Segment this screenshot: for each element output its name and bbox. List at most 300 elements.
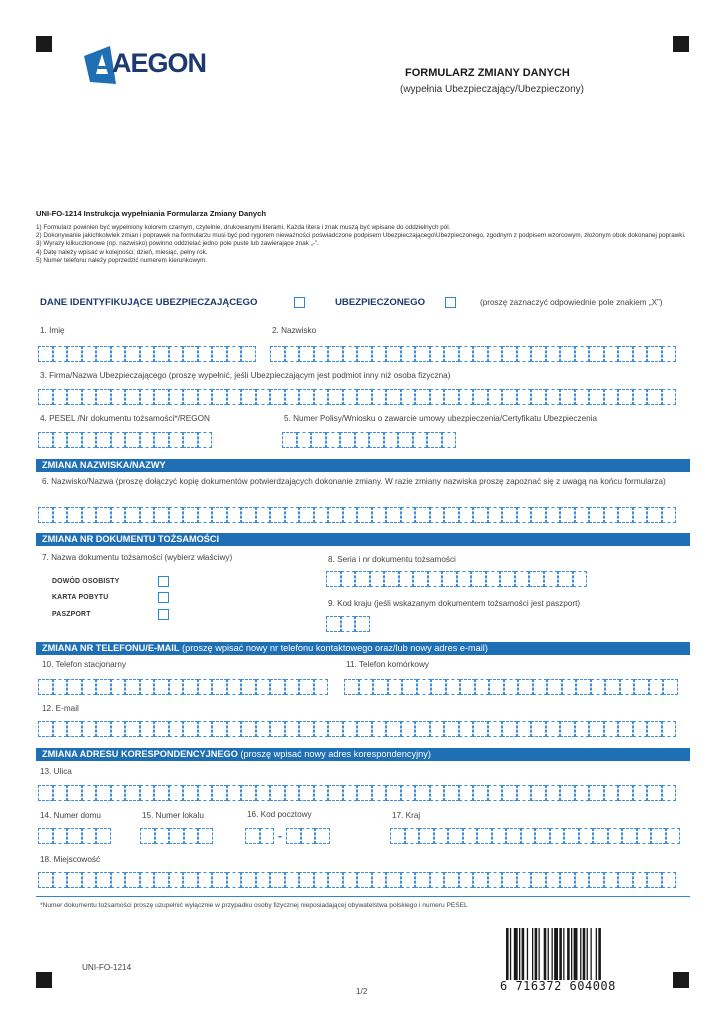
char-cell[interactable]: [82, 389, 97, 405]
char-cell[interactable]: [647, 389, 662, 405]
char-cell[interactable]: [560, 785, 575, 801]
char-cell[interactable]: [579, 828, 594, 844]
char-cell[interactable]: [53, 507, 68, 523]
char-cell[interactable]: [457, 571, 472, 587]
char-cell[interactable]: [546, 389, 561, 405]
char-cell[interactable]: [96, 872, 111, 888]
char-cell[interactable]: [647, 346, 662, 362]
char-cell[interactable]: [547, 679, 562, 695]
char-cell[interactable]: [67, 785, 82, 801]
char-cell[interactable]: [662, 507, 677, 523]
char-cell[interactable]: [212, 785, 227, 801]
char-cell[interactable]: [633, 389, 648, 405]
doc-type-residence-card-checkbox[interactable]: [158, 592, 169, 603]
char-cell[interactable]: [560, 389, 575, 405]
char-cell[interactable]: [67, 721, 82, 737]
char-cell[interactable]: [502, 507, 517, 523]
char-cell[interactable]: [517, 389, 532, 405]
char-cell[interactable]: [38, 721, 53, 737]
char-cell[interactable]: [575, 346, 590, 362]
char-cell[interactable]: [473, 389, 488, 405]
char-cell[interactable]: [573, 571, 588, 587]
char-cell[interactable]: [662, 389, 677, 405]
char-cell[interactable]: [227, 389, 242, 405]
char-cell[interactable]: [357, 785, 372, 801]
char-cell[interactable]: [430, 721, 445, 737]
char-cell[interactable]: [341, 616, 356, 632]
char-cell[interactable]: [227, 507, 242, 523]
char-cell[interactable]: [343, 507, 358, 523]
char-cell[interactable]: [430, 507, 445, 523]
char-cell[interactable]: [647, 872, 662, 888]
char-cell[interactable]: [415, 346, 430, 362]
char-cell[interactable]: [357, 507, 372, 523]
char-cell[interactable]: [344, 679, 359, 695]
char-cell[interactable]: [415, 872, 430, 888]
char-cell[interactable]: [183, 721, 198, 737]
char-cell[interactable]: [562, 679, 577, 695]
char-cell[interactable]: [355, 616, 370, 632]
char-cell[interactable]: [463, 828, 478, 844]
char-cell[interactable]: [256, 389, 271, 405]
char-cell[interactable]: [53, 785, 68, 801]
char-cell[interactable]: [575, 389, 590, 405]
char-cell[interactable]: [227, 346, 242, 362]
char-cell[interactable]: [486, 571, 501, 587]
char-cell[interactable]: [286, 828, 301, 844]
char-cell[interactable]: [633, 721, 648, 737]
char-cell[interactable]: [53, 721, 68, 737]
char-cell[interactable]: [357, 872, 372, 888]
char-cell[interactable]: [589, 872, 604, 888]
char-cell[interactable]: [604, 507, 619, 523]
char-cell[interactable]: [386, 872, 401, 888]
char-cell[interactable]: [535, 828, 550, 844]
char-cell[interactable]: [502, 872, 517, 888]
char-cell[interactable]: [390, 828, 405, 844]
char-cell[interactable]: [241, 679, 256, 695]
char-cell[interactable]: [67, 346, 82, 362]
char-cell[interactable]: [96, 507, 111, 523]
char-cell[interactable]: [531, 785, 546, 801]
house-number-input[interactable]: [38, 828, 111, 844]
country-input[interactable]: [390, 828, 680, 844]
char-cell[interactable]: [198, 785, 213, 801]
char-cell[interactable]: [428, 571, 443, 587]
char-cell[interactable]: [517, 785, 532, 801]
char-cell[interactable]: [651, 828, 666, 844]
char-cell[interactable]: [662, 785, 677, 801]
char-cell[interactable]: [492, 828, 507, 844]
char-cell[interactable]: [415, 507, 430, 523]
char-cell[interactable]: [488, 389, 503, 405]
policy-input[interactable]: [282, 432, 456, 448]
char-cell[interactable]: [125, 432, 140, 448]
char-cell[interactable]: [521, 828, 536, 844]
char-cell[interactable]: [82, 432, 97, 448]
char-cell[interactable]: [314, 721, 329, 737]
char-cell[interactable]: [154, 346, 169, 362]
char-cell[interactable]: [515, 571, 530, 587]
char-cell[interactable]: [53, 679, 68, 695]
char-cell[interactable]: [502, 721, 517, 737]
char-cell[interactable]: [82, 785, 97, 801]
char-cell[interactable]: [241, 346, 256, 362]
char-cell[interactable]: [227, 679, 242, 695]
char-cell[interactable]: [67, 828, 82, 844]
char-cell[interactable]: [401, 507, 416, 523]
insured-party-checkbox[interactable]: [294, 297, 305, 308]
char-cell[interactable]: [285, 389, 300, 405]
char-cell[interactable]: [212, 721, 227, 737]
char-cell[interactable]: [444, 507, 459, 523]
char-cell[interactable]: [67, 507, 82, 523]
char-cell[interactable]: [459, 507, 474, 523]
char-cell[interactable]: [169, 507, 184, 523]
char-cell[interactable]: [576, 679, 591, 695]
char-cell[interactable]: [311, 432, 326, 448]
char-cell[interactable]: [502, 389, 517, 405]
char-cell[interactable]: [183, 346, 198, 362]
char-cell[interactable]: [125, 872, 140, 888]
char-cell[interactable]: [343, 721, 358, 737]
char-cell[interactable]: [413, 432, 428, 448]
char-cell[interactable]: [633, 346, 648, 362]
postal-code-prefix[interactable]: [245, 828, 274, 844]
char-cell[interactable]: [401, 389, 416, 405]
doc-type-passport-checkbox[interactable]: [158, 609, 169, 620]
first-name-input[interactable]: [38, 346, 256, 362]
char-cell[interactable]: [260, 828, 275, 844]
char-cell[interactable]: [529, 571, 544, 587]
char-cell[interactable]: [297, 432, 312, 448]
char-cell[interactable]: [405, 828, 420, 844]
char-cell[interactable]: [517, 721, 532, 737]
char-cell[interactable]: [169, 346, 184, 362]
char-cell[interactable]: [299, 389, 314, 405]
char-cell[interactable]: [53, 872, 68, 888]
char-cell[interactable]: [419, 828, 434, 844]
char-cell[interactable]: [604, 785, 619, 801]
doc-type-id-card-checkbox[interactable]: [158, 576, 169, 587]
char-cell[interactable]: [282, 432, 297, 448]
char-cell[interactable]: [111, 389, 126, 405]
char-cell[interactable]: [270, 872, 285, 888]
char-cell[interactable]: [589, 785, 604, 801]
char-cell[interactable]: [169, 828, 184, 844]
char-cell[interactable]: [212, 679, 227, 695]
char-cell[interactable]: [415, 389, 430, 405]
char-cell[interactable]: [662, 872, 677, 888]
char-cell[interactable]: [460, 679, 475, 695]
char-cell[interactable]: [355, 571, 370, 587]
char-cell[interactable]: [326, 432, 341, 448]
char-cell[interactable]: [227, 721, 242, 737]
char-cell[interactable]: [82, 507, 97, 523]
char-cell[interactable]: [82, 828, 97, 844]
char-cell[interactable]: [504, 679, 519, 695]
char-cell[interactable]: [618, 346, 633, 362]
char-cell[interactable]: [384, 432, 399, 448]
char-cell[interactable]: [155, 828, 170, 844]
char-cell[interactable]: [372, 507, 387, 523]
char-cell[interactable]: [212, 872, 227, 888]
char-cell[interactable]: [299, 346, 314, 362]
char-cell[interactable]: [38, 679, 53, 695]
char-cell[interactable]: [575, 872, 590, 888]
char-cell[interactable]: [459, 346, 474, 362]
char-cell[interactable]: [198, 346, 213, 362]
char-cell[interactable]: [340, 432, 355, 448]
char-cell[interactable]: [401, 872, 416, 888]
char-cell[interactable]: [140, 679, 155, 695]
char-cell[interactable]: [560, 872, 575, 888]
country-code-input[interactable]: [326, 616, 370, 632]
char-cell[interactable]: [531, 721, 546, 737]
char-cell[interactable]: [605, 679, 620, 695]
char-cell[interactable]: [111, 432, 126, 448]
char-cell[interactable]: [663, 679, 678, 695]
char-cell[interactable]: [111, 679, 126, 695]
char-cell[interactable]: [67, 389, 82, 405]
char-cell[interactable]: [388, 679, 403, 695]
landline-input[interactable]: [38, 679, 328, 695]
char-cell[interactable]: [125, 721, 140, 737]
company-input[interactable]: [38, 389, 676, 405]
char-cell[interactable]: [434, 828, 449, 844]
char-cell[interactable]: [314, 679, 329, 695]
char-cell[interactable]: [618, 785, 633, 801]
char-cell[interactable]: [430, 346, 445, 362]
char-cell[interactable]: [372, 872, 387, 888]
char-cell[interactable]: [314, 507, 329, 523]
char-cell[interactable]: [662, 721, 677, 737]
char-cell[interactable]: [154, 389, 169, 405]
char-cell[interactable]: [96, 346, 111, 362]
char-cell[interactable]: [183, 872, 198, 888]
char-cell[interactable]: [442, 571, 457, 587]
char-cell[interactable]: [169, 721, 184, 737]
char-cell[interactable]: [328, 507, 343, 523]
char-cell[interactable]: [398, 432, 413, 448]
char-cell[interactable]: [183, 679, 198, 695]
char-cell[interactable]: [212, 507, 227, 523]
char-cell[interactable]: [372, 785, 387, 801]
char-cell[interactable]: [444, 346, 459, 362]
char-cell[interactable]: [183, 785, 198, 801]
char-cell[interactable]: [82, 346, 97, 362]
char-cell[interactable]: [256, 785, 271, 801]
char-cell[interactable]: [399, 571, 414, 587]
char-cell[interactable]: [459, 721, 474, 737]
char-cell[interactable]: [533, 679, 548, 695]
char-cell[interactable]: [357, 389, 372, 405]
char-cell[interactable]: [618, 721, 633, 737]
char-cell[interactable]: [326, 616, 341, 632]
char-cell[interactable]: [386, 507, 401, 523]
char-cell[interactable]: [430, 785, 445, 801]
char-cell[interactable]: [53, 389, 68, 405]
char-cell[interactable]: [140, 389, 155, 405]
char-cell[interactable]: [546, 785, 561, 801]
char-cell[interactable]: [314, 346, 329, 362]
char-cell[interactable]: [169, 679, 184, 695]
char-cell[interactable]: [471, 571, 486, 587]
char-cell[interactable]: [560, 721, 575, 737]
char-cell[interactable]: [620, 679, 635, 695]
char-cell[interactable]: [140, 346, 155, 362]
char-cell[interactable]: [256, 679, 271, 695]
char-cell[interactable]: [575, 507, 590, 523]
char-cell[interactable]: [608, 828, 623, 844]
char-cell[interactable]: [647, 507, 662, 523]
char-cell[interactable]: [517, 346, 532, 362]
char-cell[interactable]: [401, 346, 416, 362]
char-cell[interactable]: [488, 785, 503, 801]
char-cell[interactable]: [285, 785, 300, 801]
char-cell[interactable]: [647, 721, 662, 737]
char-cell[interactable]: [369, 432, 384, 448]
char-cell[interactable]: [270, 785, 285, 801]
char-cell[interactable]: [459, 389, 474, 405]
char-cell[interactable]: [459, 872, 474, 888]
char-cell[interactable]: [38, 346, 53, 362]
char-cell[interactable]: [357, 346, 372, 362]
char-cell[interactable]: [473, 785, 488, 801]
char-cell[interactable]: [560, 507, 575, 523]
char-cell[interactable]: [125, 785, 140, 801]
char-cell[interactable]: [489, 679, 504, 695]
char-cell[interactable]: [357, 721, 372, 737]
char-cell[interactable]: [546, 872, 561, 888]
char-cell[interactable]: [430, 872, 445, 888]
char-cell[interactable]: [270, 679, 285, 695]
char-cell[interactable]: [299, 679, 314, 695]
char-cell[interactable]: [285, 721, 300, 737]
char-cell[interactable]: [386, 389, 401, 405]
char-cell[interactable]: [649, 679, 664, 695]
char-cell[interactable]: [473, 507, 488, 523]
char-cell[interactable]: [256, 721, 271, 737]
char-cell[interactable]: [442, 432, 457, 448]
char-cell[interactable]: [53, 828, 68, 844]
insured-checkbox[interactable]: [445, 297, 456, 308]
char-cell[interactable]: [38, 389, 53, 405]
char-cell[interactable]: [473, 346, 488, 362]
char-cell[interactable]: [500, 571, 515, 587]
char-cell[interactable]: [241, 721, 256, 737]
char-cell[interactable]: [328, 872, 343, 888]
char-cell[interactable]: [343, 872, 358, 888]
char-cell[interactable]: [82, 679, 97, 695]
char-cell[interactable]: [326, 571, 341, 587]
char-cell[interactable]: [140, 828, 155, 844]
char-cell[interactable]: [169, 432, 184, 448]
char-cell[interactable]: [96, 785, 111, 801]
char-cell[interactable]: [241, 507, 256, 523]
char-cell[interactable]: [446, 679, 461, 695]
char-cell[interactable]: [328, 785, 343, 801]
char-cell[interactable]: [544, 571, 559, 587]
char-cell[interactable]: [140, 872, 155, 888]
char-cell[interactable]: [256, 507, 271, 523]
char-cell[interactable]: [550, 828, 565, 844]
char-cell[interactable]: [622, 828, 637, 844]
char-cell[interactable]: [140, 721, 155, 737]
char-cell[interactable]: [183, 432, 198, 448]
char-cell[interactable]: [604, 721, 619, 737]
char-cell[interactable]: [473, 721, 488, 737]
char-cell[interactable]: [502, 785, 517, 801]
postal-code-suffix[interactable]: [286, 828, 330, 844]
char-cell[interactable]: [531, 346, 546, 362]
char-cell[interactable]: [666, 828, 681, 844]
char-cell[interactable]: [183, 507, 198, 523]
char-cell[interactable]: [212, 389, 227, 405]
char-cell[interactable]: [618, 389, 633, 405]
char-cell[interactable]: [417, 679, 432, 695]
char-cell[interactable]: [96, 828, 111, 844]
char-cell[interactable]: [67, 872, 82, 888]
char-cell[interactable]: [413, 571, 428, 587]
char-cell[interactable]: [169, 785, 184, 801]
new-name-input[interactable]: [38, 507, 676, 523]
char-cell[interactable]: [67, 679, 82, 695]
char-cell[interactable]: [285, 507, 300, 523]
char-cell[interactable]: [241, 389, 256, 405]
char-cell[interactable]: [111, 721, 126, 737]
char-cell[interactable]: [359, 679, 374, 695]
char-cell[interactable]: [370, 571, 385, 587]
char-cell[interactable]: [373, 679, 388, 695]
char-cell[interactable]: [531, 389, 546, 405]
char-cell[interactable]: [502, 346, 517, 362]
char-cell[interactable]: [386, 785, 401, 801]
char-cell[interactable]: [328, 721, 343, 737]
char-cell[interactable]: [53, 432, 68, 448]
char-cell[interactable]: [38, 828, 53, 844]
char-cell[interactable]: [506, 828, 521, 844]
char-cell[interactable]: [517, 872, 532, 888]
char-cell[interactable]: [401, 721, 416, 737]
char-cell[interactable]: [372, 389, 387, 405]
char-cell[interactable]: [299, 785, 314, 801]
char-cell[interactable]: [372, 346, 387, 362]
char-cell[interactable]: [518, 679, 533, 695]
char-cell[interactable]: [212, 346, 227, 362]
char-cell[interactable]: [589, 389, 604, 405]
char-cell[interactable]: [589, 721, 604, 737]
char-cell[interactable]: [111, 346, 126, 362]
char-cell[interactable]: [633, 785, 648, 801]
char-cell[interactable]: [444, 872, 459, 888]
char-cell[interactable]: [96, 432, 111, 448]
char-cell[interactable]: [355, 432, 370, 448]
char-cell[interactable]: [111, 507, 126, 523]
char-cell[interactable]: [402, 679, 417, 695]
char-cell[interactable]: [477, 828, 492, 844]
char-cell[interactable]: [401, 785, 416, 801]
mobile-input[interactable]: [344, 679, 678, 695]
char-cell[interactable]: [618, 507, 633, 523]
char-cell[interactable]: [96, 679, 111, 695]
char-cell[interactable]: [328, 346, 343, 362]
char-cell[interactable]: [444, 389, 459, 405]
char-cell[interactable]: [531, 507, 546, 523]
char-cell[interactable]: [314, 785, 329, 801]
char-cell[interactable]: [38, 872, 53, 888]
char-cell[interactable]: [125, 346, 140, 362]
